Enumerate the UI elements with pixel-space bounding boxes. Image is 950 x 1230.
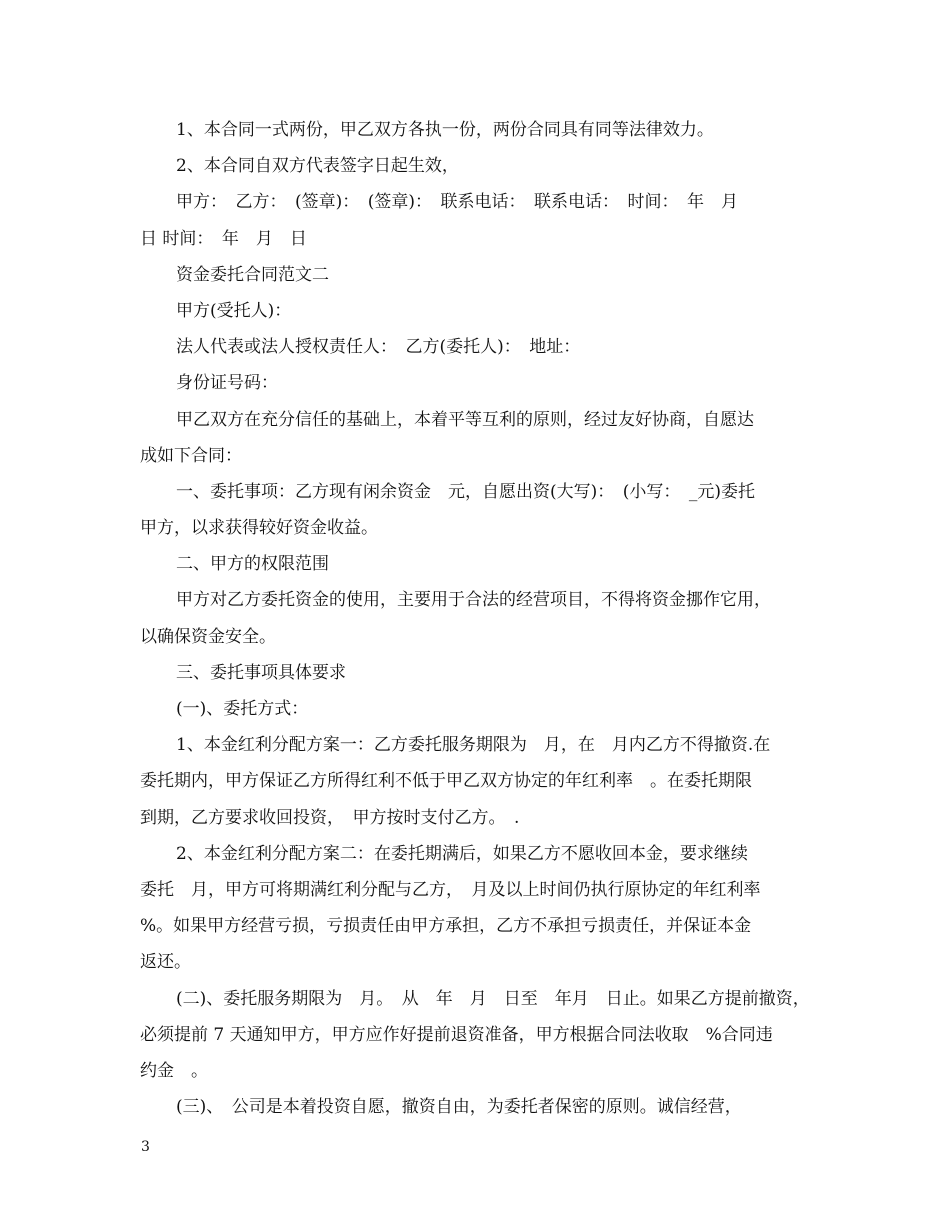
- text-line: (一)、委托方式：: [176, 699, 309, 719]
- text-line: 1、本金红利分配方案一：乙方委托服务期限为 月，在 月内乙方不得撤资.在: [176, 735, 771, 756]
- page-number: 3: [141, 1139, 150, 1155]
- section-title: 资金委托合同范文二: [176, 264, 329, 285]
- text-line: (三)、 公司是本着投资自愿，撤资自由，为委托者保密的原则。诚信经营，: [176, 1097, 742, 1118]
- text-line: 成如下合同：: [140, 445, 242, 466]
- text-line: 一、委托事项：乙方现有闲余资金 元，自愿出资(大写)： (小写： _元)委托: [176, 481, 756, 502]
- text-line: %。如果甲方经营亏损，亏损责任由甲方承担，乙方不承担亏损责任，并保证本金: [140, 916, 752, 937]
- text-line: 日 时间： 年 月 日: [140, 228, 307, 249]
- text-line: 必须提前 7 天通知甲方，甲方应作好提前退资准备，甲方根据合同法收取 %合同违: [140, 1024, 773, 1045]
- text-line: 委托 月，甲方可将期满红利分配与乙方， 月及以上时间仍执行原协定的年红利率: [140, 879, 761, 900]
- text-line: 返还。: [140, 952, 191, 973]
- text-line: 甲方对乙方委托资金的使用，主要用于合法的经营项目，不得将资金挪作它用，: [176, 590, 771, 611]
- text-line: 甲方(受托人)：: [176, 300, 292, 321]
- text-line: 委托期内，甲方保证乙方所得红利不低于甲乙双方协定的年红利率 。在委托期限: [140, 771, 752, 792]
- text-line: 约金 。: [140, 1060, 208, 1081]
- document-body: [140, 112, 815, 1125]
- text-line: 甲方，以求获得较好资金收益。: [140, 518, 378, 539]
- text-line: 以确保资金安全。: [140, 626, 276, 647]
- text-line: 1、本合同一式两份，甲乙双方各执一份，两份合同具有同等法律效力。: [176, 120, 714, 140]
- text-line: 2、本合同自双方代表签字日起生效，: [176, 156, 459, 177]
- text-line: 法人代表或法人授权责任人： 乙方(委托人)： 地址：: [176, 337, 581, 358]
- text-line: 甲乙双方在充分信任的基础上，本着平等互利的原则，经过友好协商，自愿达: [176, 409, 754, 430]
- section-heading: 二、甲方的权限范围: [176, 554, 329, 575]
- text-line: 2、本金红利分配方案二：在委托期满后，如果乙方不愿收回本金，要求继续: [176, 843, 748, 864]
- section-heading: 三、委托事项具体要求: [176, 662, 346, 683]
- text-line: 到期，乙方要求收回投资， 甲方按时支付乙方。 .: [140, 807, 520, 828]
- text-line: (二)、委托服务期限为 月。 从 年 月 日至 年月 日止。如果乙方提前撤资，: [176, 988, 810, 1009]
- text-line: 身份证号码：: [176, 373, 278, 394]
- text-line: 甲方： 乙方： (签章)： (签章)： 联系电话： 联系电话： 时间： 年 月: [176, 192, 739, 213]
